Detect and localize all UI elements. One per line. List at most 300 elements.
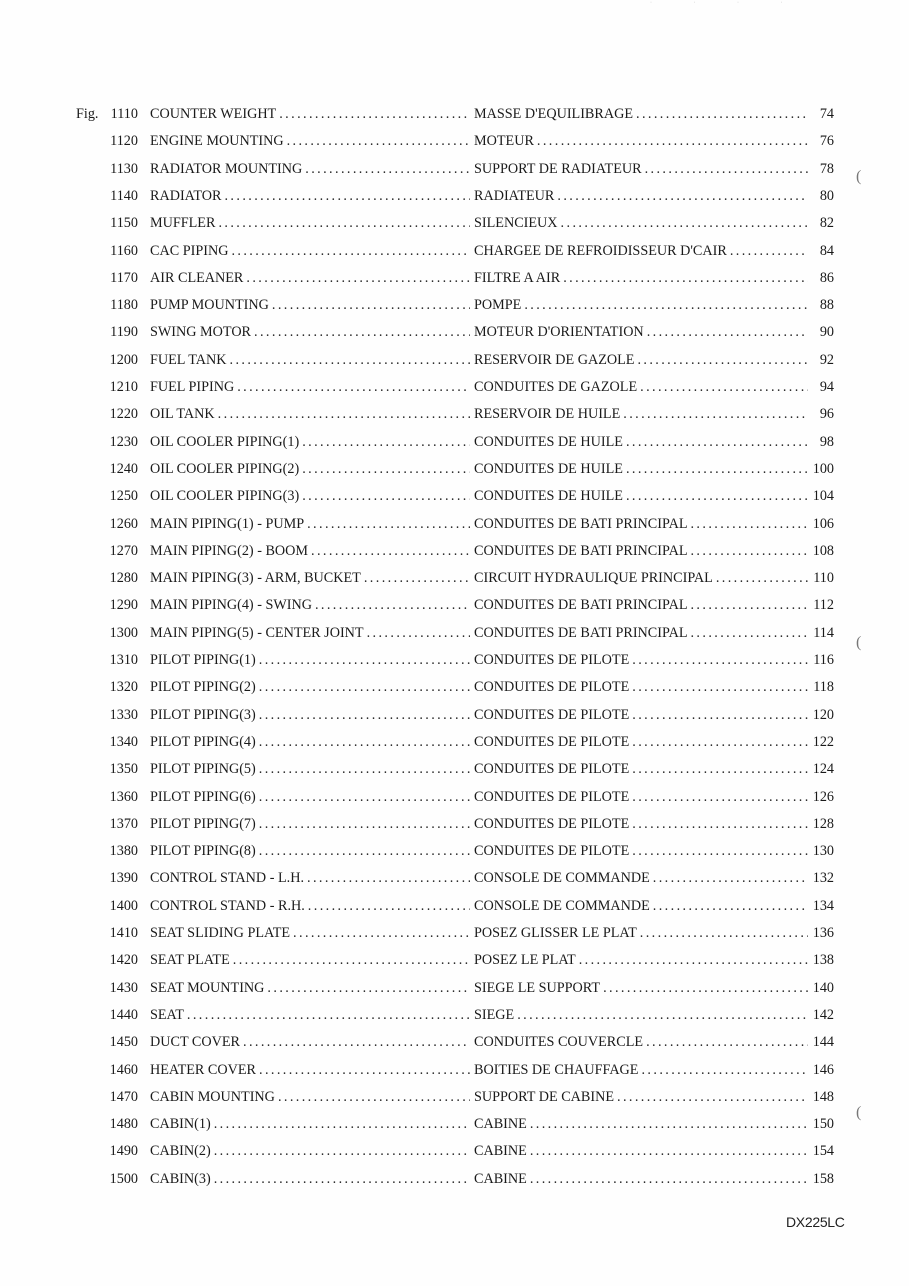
fig-number: 1450	[109, 1034, 138, 1051]
dot-leader	[653, 896, 808, 916]
toc-entry[interactable]	[0, 868, 909, 888]
page-number: 144	[812, 1034, 834, 1051]
french-title	[474, 978, 808, 998]
english-title	[150, 841, 470, 861]
english-title-text: CONTROL STAND - L.H.	[150, 868, 307, 888]
english-title	[150, 1005, 470, 1025]
french-title	[474, 404, 808, 424]
fig-number: 1310	[109, 652, 138, 668]
english-title-text: PILOT PIPING(3)	[150, 705, 259, 725]
french-title	[474, 295, 808, 315]
english-title-text: CABIN(1)	[150, 1114, 214, 1134]
dot-leader	[646, 1032, 808, 1052]
dot-leader	[302, 432, 470, 452]
english-title-text: PILOT PIPING(1)	[150, 650, 259, 670]
french-title	[474, 268, 808, 288]
fig-number: 1280	[109, 570, 138, 587]
french-title	[474, 623, 808, 643]
french-title-text: POSEZ LE PLAT	[474, 950, 579, 970]
english-title-text: ENGINE MOUNTING	[150, 131, 287, 151]
dot-leader	[367, 623, 470, 643]
english-title-text: RADIATOR	[150, 186, 224, 206]
french-title-text: SUPPORT DE RADIATEUR	[474, 159, 645, 179]
fig-number: 1230	[109, 433, 138, 450]
toc-entry[interactable]	[0, 459, 909, 479]
toc-entry[interactable]	[0, 814, 909, 834]
dot-leader	[626, 432, 808, 452]
toc-entry[interactable]	[0, 705, 909, 725]
english-title	[150, 1114, 470, 1134]
page-number: 94	[819, 379, 834, 395]
english-title	[150, 896, 470, 916]
toc-entry[interactable]	[0, 677, 909, 697]
toc-entry[interactable]	[0, 486, 909, 506]
english-title	[150, 159, 470, 179]
french-title-text: CABINE	[474, 1141, 530, 1161]
fig-number: 1490	[109, 1143, 138, 1160]
french-title-text: CONDUITES DE PILOTE	[474, 677, 632, 697]
page-number: 80	[819, 187, 834, 204]
page-number: 138	[812, 952, 834, 969]
fig-number: 1150	[110, 215, 138, 232]
english-title-text: FUEL PIPING	[150, 377, 237, 397]
toc-entry[interactable]	[0, 268, 909, 288]
binding-hole-mark: (	[856, 1104, 862, 1121]
dot-leader	[640, 923, 808, 943]
dot-leader	[315, 595, 470, 615]
fig-number: 1270	[109, 542, 138, 559]
fig-number: 1390	[109, 870, 138, 887]
dot-leader	[641, 1060, 808, 1080]
english-title-text: MAIN PIPING(4) - SWING	[150, 595, 315, 615]
fig-number: 1420	[109, 952, 138, 969]
page-number: 134	[812, 897, 834, 914]
english-title-text: PILOT PIPING(6)	[150, 787, 259, 807]
english-title-text: MAIN PIPING(5) - CENTER JOINT	[150, 623, 367, 643]
toc-entry[interactable]	[0, 350, 909, 370]
toc-entry[interactable]	[0, 950, 909, 970]
page-number: 74	[819, 106, 834, 122]
toc-entry[interactable]	[0, 159, 909, 179]
page-number: 158	[812, 1170, 834, 1187]
english-title-text: PILOT PIPING(5)	[150, 759, 259, 779]
dot-leader	[305, 159, 470, 179]
toc-entry[interactable]	[0, 514, 909, 534]
dot-leader	[645, 159, 808, 179]
french-title	[474, 514, 808, 534]
page-number: 122	[812, 733, 834, 750]
french-title	[474, 1087, 808, 1107]
english-title-text: OIL COOLER PIPING(1)	[150, 432, 302, 452]
page-number: 90	[819, 324, 834, 341]
french-title-text: CONDUITES DE GAZOLE	[474, 377, 640, 397]
english-title	[150, 595, 470, 615]
dot-leader	[517, 1005, 808, 1025]
dot-leader	[214, 1114, 470, 1134]
fig-number: 1300	[109, 624, 138, 641]
fig-number: 1160	[110, 242, 138, 259]
fig-number: 1410	[109, 925, 138, 941]
french-title-text: CONSOLE DE COMMANDE	[474, 896, 653, 916]
french-title-text: CONDUITES DE BATI PRINCIPAL	[474, 514, 690, 534]
dot-leader	[279, 104, 470, 124]
english-title-text: DUCT COVER	[150, 1032, 243, 1052]
dot-leader	[632, 759, 808, 779]
dot-leader	[224, 186, 470, 206]
dot-leader	[561, 213, 808, 233]
english-title-text: PILOT PIPING(8)	[150, 841, 259, 861]
fig-number: 1220	[109, 406, 138, 423]
french-title	[474, 1114, 808, 1134]
page-number: 154	[812, 1143, 834, 1160]
toc-entry[interactable]	[0, 404, 909, 424]
dot-leader	[730, 241, 808, 261]
dot-leader	[259, 677, 470, 697]
french-title	[474, 486, 808, 506]
french-title	[474, 814, 808, 834]
english-title	[150, 677, 470, 697]
english-title	[150, 1060, 470, 1080]
page-number: 124	[812, 761, 834, 778]
english-title	[150, 350, 470, 370]
english-title-text: SEAT MOUNTING	[150, 978, 267, 998]
page-number: 108	[812, 542, 834, 559]
french-title	[474, 1169, 808, 1189]
toc-entry[interactable]	[0, 131, 909, 151]
french-title-text: CONDUITES DE PILOTE	[474, 814, 632, 834]
french-title-text: CONDUITES DE PILOTE	[474, 787, 632, 807]
dot-leader	[632, 705, 808, 725]
fig-number: 1330	[109, 706, 138, 723]
fig-prefix: Fig.	[76, 106, 99, 122]
dot-leader	[640, 377, 808, 397]
fig-number: 1210	[109, 379, 138, 395]
toc-entry[interactable]	[0, 650, 909, 670]
english-title	[150, 759, 470, 779]
fig-number: 1130	[110, 160, 138, 177]
french-title-text: FILTRE A AIR	[474, 268, 563, 288]
english-title	[150, 322, 470, 342]
dot-leader	[632, 732, 808, 752]
page-number: 118	[813, 679, 834, 696]
dot-leader	[637, 350, 808, 370]
toc-entry[interactable]	[0, 213, 909, 233]
page-number: 148	[812, 1088, 834, 1105]
page-number: 140	[812, 979, 834, 996]
french-title	[474, 923, 808, 943]
toc-entry[interactable]	[0, 241, 909, 261]
french-title	[474, 241, 808, 261]
french-title-text: CONDUITES DE PILOTE	[474, 732, 632, 752]
dot-leader	[278, 1087, 470, 1107]
page-number: 146	[812, 1061, 834, 1078]
english-title	[150, 1087, 470, 1107]
french-title	[474, 186, 808, 206]
fig-number: 1370	[109, 815, 138, 832]
toc-entry[interactable]	[0, 568, 909, 588]
dot-leader	[308, 896, 470, 916]
english-title	[150, 295, 470, 315]
dot-leader	[259, 705, 470, 725]
fig-number: 1190	[110, 324, 138, 341]
french-title-text: CONDUITES DE PILOTE	[474, 705, 632, 725]
dot-leader	[311, 541, 470, 561]
dot-leader	[530, 1169, 808, 1189]
french-title-text: CONDUITES DE HUILE	[474, 432, 626, 452]
toc-entry[interactable]	[0, 1032, 909, 1052]
french-title-text: CONDUITES DE HUILE	[474, 486, 626, 506]
dot-leader	[632, 841, 808, 861]
fig-number: 1170	[110, 269, 138, 286]
toc-entry[interactable]	[0, 923, 909, 943]
english-title-text: CONTROL STAND - R.H.	[150, 896, 308, 916]
dot-leader	[302, 486, 470, 506]
page-number: 98	[819, 433, 834, 450]
dot-leader	[243, 1032, 470, 1052]
french-title-text: CABINE	[474, 1114, 530, 1134]
fig-number: 1320	[109, 679, 138, 696]
dot-leader	[690, 623, 808, 643]
english-title-text: RADIATOR MOUNTING	[150, 159, 305, 179]
english-title-text: MUFFLER	[150, 213, 218, 233]
page-number: 112	[813, 597, 834, 614]
dot-leader	[218, 213, 470, 233]
french-title	[474, 350, 808, 370]
english-title-text: PILOT PIPING(4)	[150, 732, 259, 752]
page-number: 114	[813, 624, 834, 641]
dot-leader	[293, 923, 470, 943]
french-title-text: CONSOLE DE COMMANDE	[474, 868, 653, 888]
fig-number: 1250	[109, 488, 138, 505]
dot-leader	[603, 978, 808, 998]
dot-leader	[231, 241, 470, 261]
fig-number: 1260	[109, 515, 138, 532]
english-title-text: PILOT PIPING(7)	[150, 814, 259, 834]
english-title-text: CABIN(3)	[150, 1169, 214, 1189]
toc-entry[interactable]	[0, 322, 909, 342]
dot-leader	[557, 186, 808, 206]
french-title-text: CHARGEE DE REFROIDISSEUR D'CAIR	[474, 241, 730, 261]
english-title-text: SEAT	[150, 1005, 187, 1025]
french-title-text: CIRCUIT HYDRAULIQUE PRINCIPAL	[474, 568, 716, 588]
toc-entry[interactable]	[0, 1005, 909, 1025]
french-title-text: CONDUITES DE HUILE	[474, 459, 626, 479]
french-title	[474, 322, 808, 342]
page-number: 136	[812, 925, 834, 941]
page-number: 130	[812, 843, 834, 860]
english-title	[150, 131, 470, 151]
french-title-text: CABINE	[474, 1169, 530, 1189]
dot-leader	[233, 950, 470, 970]
english-title	[150, 541, 470, 561]
english-title	[150, 432, 470, 452]
french-title-text: RADIATEUR	[474, 186, 557, 206]
toc-entry[interactable]	[0, 295, 909, 315]
toc-entry[interactable]	[0, 978, 909, 998]
english-title-text: SEAT SLIDING PLATE	[150, 923, 293, 943]
dot-leader	[214, 1141, 470, 1161]
dot-leader	[214, 1169, 470, 1189]
english-title	[150, 923, 470, 943]
toc-entry[interactable]	[0, 732, 909, 752]
english-title	[150, 241, 470, 261]
fig-number: 1350	[109, 761, 138, 778]
french-title	[474, 213, 808, 233]
english-title-text: SWING MOTOR	[150, 322, 254, 342]
toc-entry[interactable]	[0, 1169, 909, 1189]
english-title-text: OIL TANK	[150, 404, 218, 424]
french-title-text: MOTEUR D'ORIENTATION	[474, 322, 647, 342]
scan-artifacts: · · · ·	[650, 0, 803, 6]
footer-model-code: DX225LC	[786, 1214, 845, 1230]
french-title	[474, 377, 808, 397]
dot-leader	[716, 568, 808, 588]
french-title-text: RESERVOIR DE HUILE	[474, 404, 623, 424]
french-title	[474, 759, 808, 779]
toc-entry[interactable]	[0, 787, 909, 807]
french-title	[474, 1005, 808, 1025]
fig-number: 1290	[109, 597, 138, 614]
dot-leader	[636, 104, 808, 124]
toc-entry[interactable]	[0, 104, 909, 124]
fig-number: 1240	[109, 460, 138, 477]
dot-leader	[626, 459, 808, 479]
toc-entry[interactable]	[0, 1114, 909, 1134]
dot-leader	[690, 541, 808, 561]
english-title	[150, 787, 470, 807]
page-number: 126	[812, 788, 834, 805]
english-title	[150, 705, 470, 725]
dot-leader	[259, 759, 470, 779]
fig-number: 1440	[109, 1006, 138, 1023]
french-title-text: SIEGE LE SUPPORT	[474, 978, 603, 998]
french-title	[474, 705, 808, 725]
english-title	[150, 623, 470, 643]
page-number: 84	[819, 242, 834, 259]
dot-leader	[272, 295, 470, 315]
page-number: 104	[812, 488, 834, 505]
dot-leader	[259, 787, 470, 807]
toc-entry[interactable]	[0, 841, 909, 861]
dot-leader	[230, 350, 471, 370]
english-title	[150, 568, 470, 588]
toc-entry[interactable]	[0, 1141, 909, 1161]
dot-leader	[537, 131, 808, 151]
dot-leader	[259, 841, 470, 861]
french-title	[474, 1060, 808, 1080]
toc-entry[interactable]	[0, 896, 909, 916]
page-number: 142	[812, 1006, 834, 1023]
page-number: 76	[819, 133, 834, 150]
french-title-text: CONDUITES DE BATI PRINCIPAL	[474, 623, 690, 643]
english-title-text: PILOT PIPING(2)	[150, 677, 259, 697]
page-number: 106	[812, 515, 834, 532]
french-title-text: CONDUITES DE PILOTE	[474, 650, 632, 670]
french-title	[474, 568, 808, 588]
binding-hole-mark: (	[856, 168, 862, 185]
page-number: 128	[812, 815, 834, 832]
french-title-text: CONDUITES DE BATI PRINCIPAL	[474, 541, 690, 561]
french-title	[474, 432, 808, 452]
english-title-text: PUMP MOUNTING	[150, 295, 272, 315]
french-title	[474, 950, 808, 970]
french-title	[474, 896, 808, 916]
english-title	[150, 1169, 470, 1189]
toc-entry[interactable]	[0, 1060, 909, 1080]
english-title	[150, 650, 470, 670]
toc-entry[interactable]	[0, 377, 909, 397]
dot-leader	[307, 868, 470, 888]
french-title	[474, 104, 808, 124]
french-title-text: RESERVOIR DE GAZOLE	[474, 350, 637, 370]
english-title-text: FUEL TANK	[150, 350, 230, 370]
english-title	[150, 1141, 470, 1161]
english-title	[150, 186, 470, 206]
dot-leader	[287, 131, 470, 151]
english-title	[150, 868, 470, 888]
fig-number: 1110	[110, 106, 138, 122]
english-title-text: AIR CLEANER	[150, 268, 246, 288]
french-title	[474, 650, 808, 670]
toc-entry[interactable]	[0, 595, 909, 615]
toc-entry[interactable]	[0, 432, 909, 452]
dot-leader	[563, 268, 808, 288]
fig-number: 1120	[110, 133, 138, 150]
toc-entry[interactable]	[0, 759, 909, 779]
fig-number: 1200	[109, 351, 138, 368]
english-title-text: CABIN MOUNTING	[150, 1087, 278, 1107]
french-title	[474, 541, 808, 561]
english-title-text: COUNTER WEIGHT	[150, 104, 279, 124]
page-number: 92	[819, 351, 834, 368]
english-title	[150, 404, 470, 424]
english-title-text: SEAT PLATE	[150, 950, 233, 970]
dot-leader	[302, 459, 470, 479]
dot-leader	[623, 404, 808, 424]
french-title	[474, 459, 808, 479]
toc-entry[interactable]	[0, 623, 909, 643]
dot-leader	[632, 814, 808, 834]
english-title	[150, 213, 470, 233]
toc-entry[interactable]	[0, 541, 909, 561]
english-title-text: CABIN(2)	[150, 1141, 214, 1161]
dot-leader	[259, 814, 470, 834]
french-title-text: CONDUITES COUVERCLE	[474, 1032, 646, 1052]
french-title-text: BOITIES DE CHAUFFAGE	[474, 1060, 641, 1080]
french-title	[474, 677, 808, 697]
toc-entry[interactable]	[0, 1087, 909, 1107]
french-title-text: SUPPORT DE CABINE	[474, 1087, 617, 1107]
french-title-text: MOTEUR	[474, 131, 537, 151]
english-title	[150, 268, 470, 288]
fig-number: 1340	[109, 733, 138, 750]
page-number: 88	[819, 297, 834, 314]
french-title-text: CONDUITES DE BATI PRINCIPAL	[474, 595, 690, 615]
english-title	[150, 1032, 470, 1052]
dot-leader	[530, 1114, 808, 1134]
page-number: 86	[819, 269, 834, 286]
dot-leader	[653, 868, 808, 888]
english-title-text: OIL COOLER PIPING(2)	[150, 459, 302, 479]
dot-leader	[218, 404, 470, 424]
french-title	[474, 131, 808, 151]
dot-leader	[690, 514, 808, 534]
page-number: 150	[812, 1116, 834, 1133]
toc-entry[interactable]	[0, 186, 909, 206]
fig-number: 1430	[109, 979, 138, 996]
french-title-text: CONDUITES DE PILOTE	[474, 759, 632, 779]
dot-leader	[259, 650, 470, 670]
